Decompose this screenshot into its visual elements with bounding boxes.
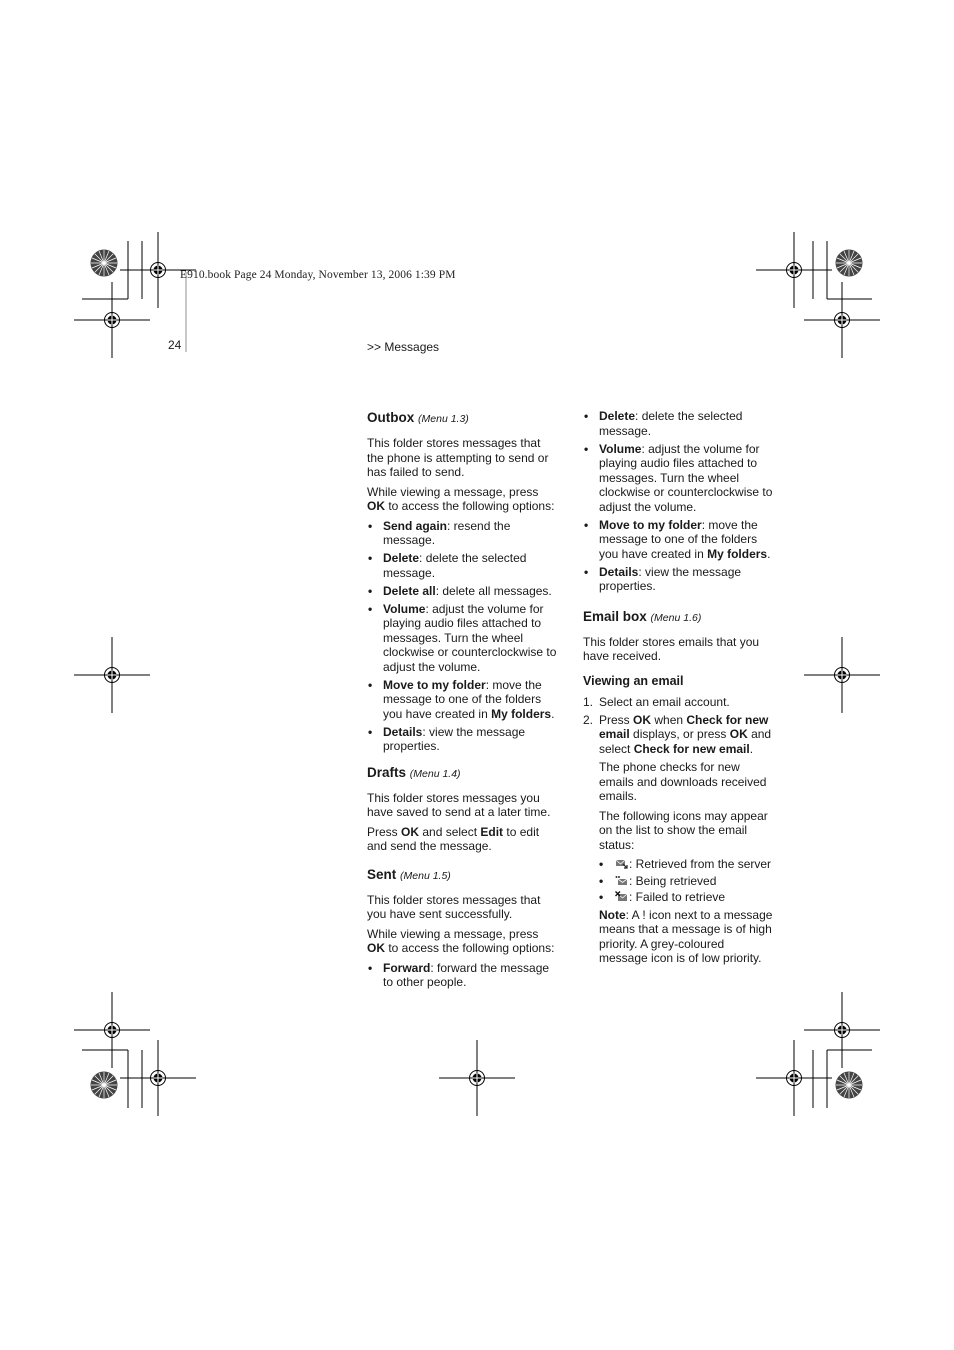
outbox-intro: This folder stores messages that the phone is attempting to send or has failed to send.: [367, 436, 549, 479]
list-item: • : Failed to retrieve: [599, 890, 773, 905]
list-item: • Details: view the message properties.: [367, 725, 557, 754]
outbox-heading: Outbox (Menu 1.3): [367, 410, 469, 425]
column-right: [583, 409, 773, 971]
step-2: 2. Press OK when Check for new email displays, or press OK and select Check for new email. The phone checks for new emails and downloads received emails. The following icons may appear on the list to show the email status: • : Retrieved from the server • : Being retrieved • : Failed to retrieve Note: A ! icon next to a message means that a message is of high priority. A grey-coloured message icon is of low priority.: [583, 713, 773, 966]
sent-intro: This folder stores messages that you have sent successfully.: [367, 892, 541, 921]
outbox-options-list: [367, 519, 557, 754]
list-item: • Move to my folder: move the message to one of the folders you have created in My folders.: [583, 518, 773, 562]
sent-options-list-part2: [583, 409, 773, 594]
drafts-edit-instruction: Press OK and select Edit to edit and send the message.: [367, 824, 540, 853]
sent-options-intro: While viewing a message, press OK to access the following options:: [367, 926, 555, 955]
sent-menu-ref: (Menu 1.5): [400, 869, 451, 882]
list-item: • : Being retrieved: [599, 874, 773, 889]
list-item: • Details: view the message properties.: [583, 565, 773, 594]
list-item: • Send again: resend the message.: [367, 519, 557, 548]
sent-options-list-part1: [367, 961, 557, 990]
step-1: 1. Select an email account.: [583, 694, 730, 709]
email-icons-intro: The following icons may appear on the list to show the email status:: [599, 808, 768, 852]
drafts-menu-ref: (Menu 1.4): [409, 767, 461, 780]
list-item: • Move to my folder: move the message to one of the folders you have created in My folders.: [367, 678, 557, 722]
email-steps: [583, 695, 773, 966]
print-header: E910.book Page 24 Monday, November 13, 2006 1:39 PM: [180, 269, 456, 281]
failed-icon: [615, 891, 628, 902]
email-box-menu-ref: (Menu 1.6): [650, 611, 702, 624]
email-check-description: The phone checks for new emails and downloads received emails.: [599, 760, 767, 803]
priority-note: Note: A ! icon next to a message means that a message is of high priority. A grey-coloured message icon is of low priority.: [599, 907, 773, 965]
email-status-icon-list: [599, 857, 773, 905]
email-box-intro: This folder stores emails that you have received.: [583, 634, 760, 663]
retrieved-icon: [615, 858, 628, 869]
page-number: 24: [168, 338, 182, 352]
drafts-intro: This folder stores messages you have saved to send at a later time.: [367, 790, 551, 819]
outbox-menu-ref: (Menu 1.3): [418, 413, 469, 425]
list-item: • : Retrieved from the server: [599, 857, 773, 872]
column-left: [367, 409, 557, 1000]
list-item: • Volume: adjust the volume for playing audio files attached to messages. Turn the wheel clockwise or counterclockwise to adjust the volume.: [583, 442, 773, 515]
running-header: >> Messages: [367, 340, 440, 354]
sent-heading: Sent (Menu 1.5): [367, 866, 451, 882]
list-item: • Volume: adjust the volume for playing audio files attached to messages. Turn the wheel clockwise or counterclockwise to adjust the volume.: [367, 602, 557, 675]
email-box-heading: Email box (Menu 1.6): [583, 608, 702, 624]
list-item: • Forward: forward the message to other people.: [367, 961, 557, 990]
retrieving-icon: [615, 875, 628, 886]
viewing-email-subheading: Viewing an email: [583, 673, 684, 688]
drafts-heading: Drafts (Menu 1.4): [367, 764, 461, 780]
list-item: • Delete: delete the selected message.: [367, 551, 557, 580]
list-item: • Delete all: delete all messages.: [367, 584, 557, 599]
outbox-options-intro: While viewing a message, press OK to access the following options:: [367, 484, 555, 513]
list-item: • Delete: delete the selected message.: [583, 409, 773, 438]
